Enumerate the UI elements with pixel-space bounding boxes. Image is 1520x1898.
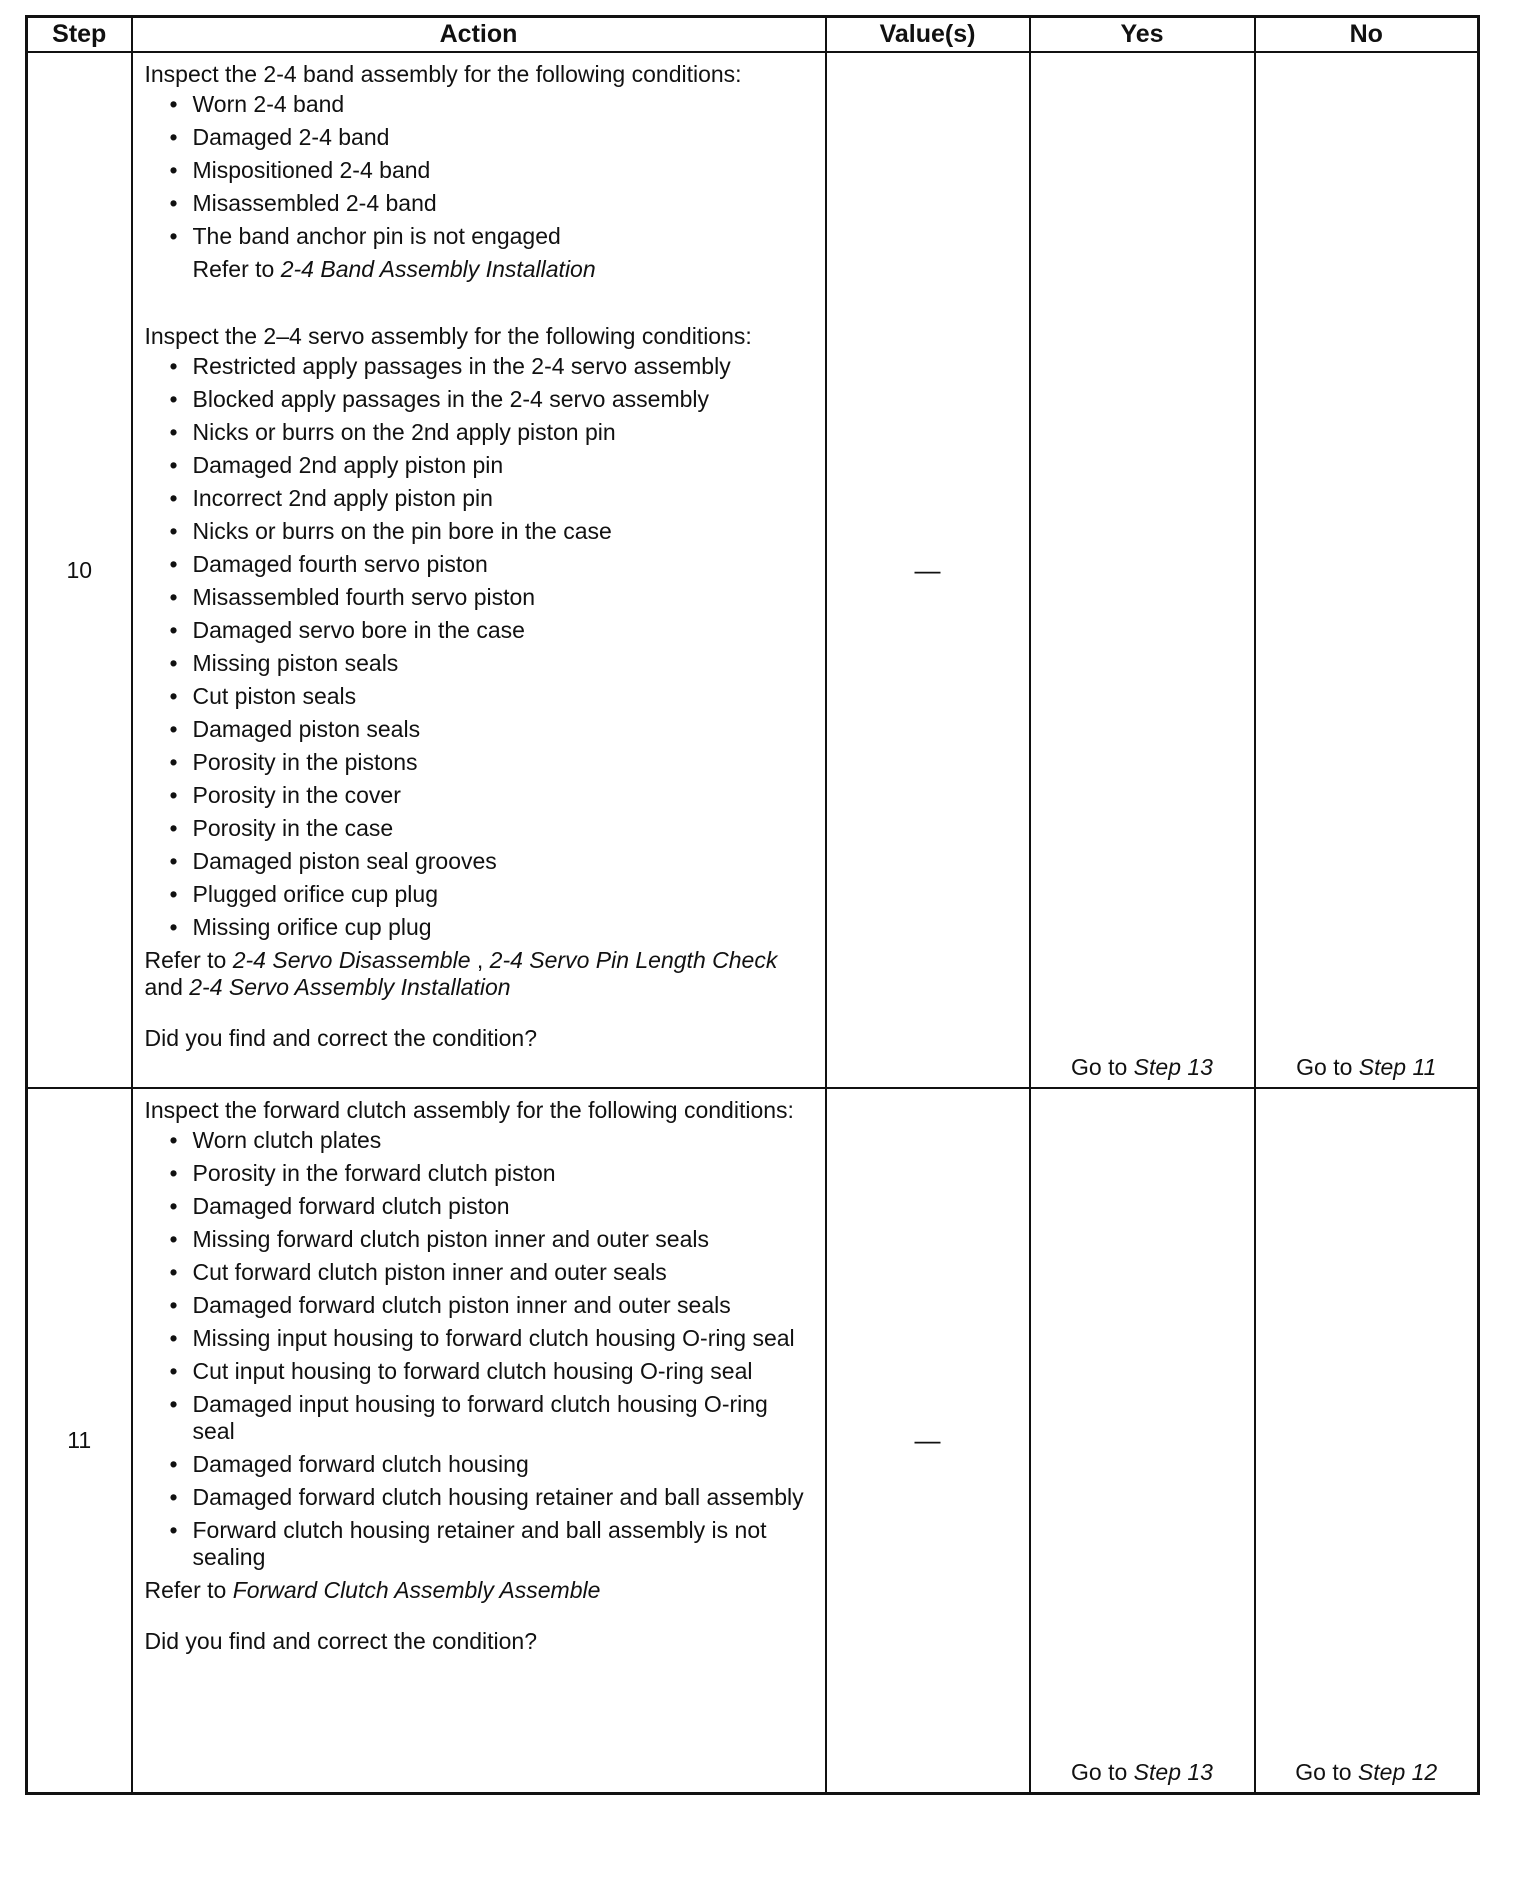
refer-link[interactable]: 2-4 Servo Disassemble (232, 947, 471, 973)
header-row (27, 17, 1479, 53)
condition-list (145, 91, 819, 250)
refer-link[interactable]: Forward Clutch Assembly Assemble (232, 1577, 601, 1603)
value-cell: — (826, 52, 1030, 1088)
no-prefix: Go to (1296, 1054, 1359, 1080)
refer-link[interactable]: 2-4 Band Assembly Installation (280, 256, 596, 282)
header-values: Value(s) (826, 17, 1030, 53)
condition-item: • Misassembled 2-4 band (145, 190, 819, 217)
yes-step-link[interactable]: Step 13 (1133, 1054, 1213, 1080)
condition-item: • Forward clutch housing retainer and ball assembly is not sealing (145, 1517, 819, 1571)
condition-item: • Porosity in the case (145, 815, 819, 842)
action-intro: Inspect the forward clutch assembly for the following conditions: (144, 1097, 794, 1123)
condition-item: • Missing piston seals (145, 650, 819, 677)
condition-item: • Missing forward clutch piston inner and outer seals (145, 1226, 819, 1253)
condition-item: • Worn 2-4 band (145, 91, 819, 118)
condition-item: • Damaged fourth servo piston (145, 551, 819, 578)
condition-item: • Porosity in the pistons (145, 749, 819, 776)
header-action: Action (132, 17, 826, 53)
refer-text (145, 256, 819, 283)
condition-item: • Nicks or burrs on the pin bore in the case (145, 518, 819, 545)
refer-prefix: Refer to (144, 947, 233, 973)
condition-item: • Cut piston seals (145, 683, 819, 710)
condition-item: • Worn clutch plates (145, 1127, 819, 1154)
condition-item: • Damaged piston seal grooves (145, 848, 819, 875)
refer-separator: and (144, 974, 190, 1000)
yes-cell (1030, 1088, 1255, 1793)
refer-link[interactable]: 2-4 Servo Pin Length Check (489, 947, 778, 973)
step-number: 10 (27, 52, 132, 1088)
refer-prefix: Refer to (144, 1577, 233, 1603)
refer-text (145, 1577, 819, 1604)
condition-list (145, 1127, 819, 1571)
condition-item: • Damaged servo bore in the case (145, 617, 819, 644)
condition-item: • Damaged forward clutch piston inner and outer seals (145, 1292, 819, 1319)
condition-item: • Missing orifice cup plug (145, 914, 819, 941)
condition-item: • Cut input housing to forward clutch housing O-ring seal (145, 1358, 819, 1385)
condition-item: • Cut forward clutch piston inner and outer seals (145, 1259, 819, 1286)
action-intro: Inspect the 2-4 band assembly for the following conditions: (144, 61, 742, 87)
action-cell (132, 52, 826, 1088)
condition-item: • The band anchor pin is not engaged (145, 223, 819, 250)
header-step: Step (27, 17, 132, 53)
no-cell (1255, 52, 1479, 1088)
yes-cell (1030, 52, 1255, 1088)
no-step-link[interactable]: Step 11 (1358, 1054, 1437, 1080)
yes-prefix: Go to (1071, 1054, 1134, 1080)
condition-item: • Porosity in the forward clutch piston (145, 1160, 819, 1187)
condition-item: • Damaged forward clutch piston (145, 1193, 819, 1220)
condition-item: • Misassembled fourth servo piston (145, 584, 819, 611)
refer-text (145, 947, 819, 1001)
condition-item: • Porosity in the cover (145, 782, 819, 809)
condition-item: • Damaged piston seals (145, 716, 819, 743)
condition-item: • Damaged forward clutch housing retainer and ball assembly (145, 1484, 819, 1511)
header-no: No (1255, 17, 1479, 53)
header-yes: Yes (1030, 17, 1255, 53)
no-cell (1255, 1088, 1479, 1793)
condition-item: • Restricted apply passages in the 2-4 servo assembly (145, 353, 819, 380)
refer-link[interactable]: 2-4 Servo Assembly Installation (189, 974, 511, 1000)
condition-item: • Incorrect 2nd apply piston pin (145, 485, 819, 512)
no-prefix: Go to (1295, 1758, 1358, 1785)
yes-prefix: Go to (1071, 1758, 1134, 1785)
condition-item: • Missing input housing to forward clutch housing O-ring seal (145, 1325, 819, 1352)
condition-item: • Nicks or burrs on the 2nd apply piston pin (145, 419, 819, 446)
diagnostic-table (25, 15, 1480, 1795)
step-number: 11 (27, 1088, 132, 1793)
table-row-step-10 (27, 52, 1479, 1088)
condition-item: • Damaged input housing to forward clutch housing O-ring seal (145, 1391, 819, 1445)
yes-step-link[interactable]: Step 13 (1133, 1758, 1213, 1785)
condition-item: • Blocked apply passages in the 2-4 servo assembly (145, 386, 819, 413)
action-cell (132, 1088, 826, 1793)
condition-item: • Plugged orifice cup plug (145, 881, 819, 908)
condition-item: • Damaged forward clutch housing (145, 1451, 819, 1478)
condition-list (145, 353, 819, 941)
action-intro: Inspect the 2–4 servo assembly for the following conditions: (144, 323, 752, 349)
table-row-step-11 (27, 1088, 1479, 1793)
refer-prefix: Refer to (192, 256, 281, 282)
condition-item: • Mispositioned 2-4 band (145, 157, 819, 184)
action-question: Did you find and correct the condition? (144, 1628, 538, 1654)
value-cell: — (826, 1088, 1030, 1793)
condition-item: • Damaged 2-4 band (145, 124, 819, 151)
no-step-link[interactable]: Step 12 (1357, 1758, 1438, 1785)
condition-item: • Damaged 2nd apply piston pin (145, 452, 819, 479)
refer-separator: , (470, 947, 490, 973)
action-question: Did you find and correct the condition? (144, 1025, 538, 1051)
